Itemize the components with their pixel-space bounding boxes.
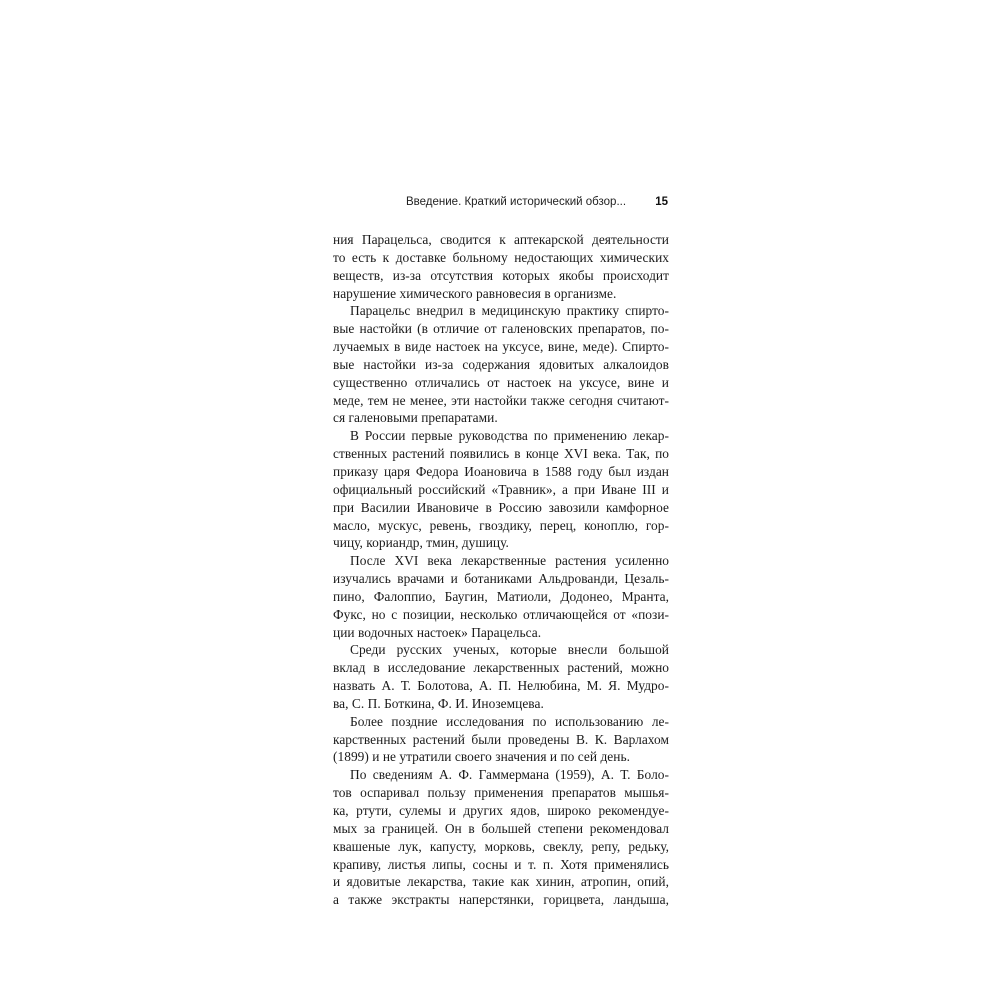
text-line: По сведениям А. Ф. Гаммермана (1959), А. Т. Боло- (350, 767, 669, 783)
text-line: В России первые руководства по применению лекар- (350, 428, 669, 444)
text-line: Парацельс внедрил в медицинскую практику спирто- (350, 303, 669, 319)
text-line: вые настойки (в отличие от галеновских препаратов, по- (333, 321, 669, 337)
text-line: назвать А. Т. Болотова, А. П. Нелюбина, М. Я. Мудро- (333, 678, 669, 694)
text-line: ва, С. П. Боткина, Ф. И. Иноземцева. (333, 695, 544, 711)
text-line: (1899) и не утратили своего значения и по сей день. (333, 749, 630, 765)
text-line: приказу царя Федора Иоановича в 1588 году был издан (333, 463, 669, 479)
text-line: существенно отличались от настоек на уксусе, вине и (333, 374, 669, 390)
text-line: вклад в исследование лекарственных растений, можно (333, 660, 669, 676)
text-line: пино, Фалоппио, Баугин, Матиоли, Додонео, Мранта, (333, 588, 669, 604)
running-title: Введение. Краткий исторический обзор... (406, 196, 627, 208)
text-line: ся галеновыми препаратами. (333, 410, 498, 426)
text-line: ка, ртути, сулемы и других ядов, широко рекомендуе- (333, 803, 669, 818)
text-line: карственных растений были проведены В. К. Варлахом (333, 731, 669, 747)
text-line: лучаемых в виде настоек на уксусе, вине, меде). Спирто- (333, 339, 669, 355)
text-line: меде, тем не менее, эти настойки также сегодня считают- (333, 392, 669, 408)
text-line: ния Парацельса, сводится к аптекарской деятельности (333, 232, 669, 247)
text-line: Среди русских ученых, которые внесли большой (350, 642, 669, 658)
text-line: ственных растений появились в конце XVI века. Так, по (333, 446, 669, 462)
text-line: ции водочных настоек» Парацельса. (333, 624, 542, 640)
text-line: тов оспаривал пользу применения препаратов мышья- (333, 785, 669, 801)
text-line: то есть к доставке больному недостающих химических (333, 249, 669, 265)
text-line: при Василии Ивановиче в Россию завозили камфорное (333, 499, 669, 515)
text-line: официальный российский «Травник», а при Иване III и (333, 481, 669, 497)
running-header (332, 196, 668, 214)
text-line: а также экстракты наперстянки, горицвета, ландыша, (333, 892, 669, 908)
text-line: мых за границей. Он в большей степени рекомендовал (333, 820, 669, 836)
text-line: Более поздние исследования по использованию ле- (350, 713, 669, 729)
page-number: 15 (655, 196, 668, 208)
text-line: чицу, кориандр, тмин, душицу. (333, 535, 509, 551)
text-line: вые настойки из-за содержания ядовитых алкалоидов (333, 356, 669, 372)
text-line: масло, мускус, ревень, гвоздику, перец, коноплю, гор- (333, 517, 669, 533)
text-line: Фукс, но с позиции, несколько отличающейся от «пози- (333, 606, 669, 622)
text-line: и ядовитые лекарства, такие как хинин, атропин, опий, (333, 874, 669, 890)
text-line: После XVI века лекарственные растения усиленно (350, 553, 669, 569)
text-line: крапиву, листья липы, сосны и т. п. Хотя применялись (333, 856, 669, 872)
text-line: нарушение химического равновесия в организме. (333, 285, 617, 301)
body-text (333, 231, 669, 909)
text-line: квашеные лук, капусту, морковь, свеклу, репу, редьку, (333, 838, 669, 854)
text-line: веществ, из-за отсутствия которых якобы происходит (333, 267, 669, 283)
text-line: изучались врачами и ботаниками Альдрованди, Цезаль- (333, 571, 669, 587)
